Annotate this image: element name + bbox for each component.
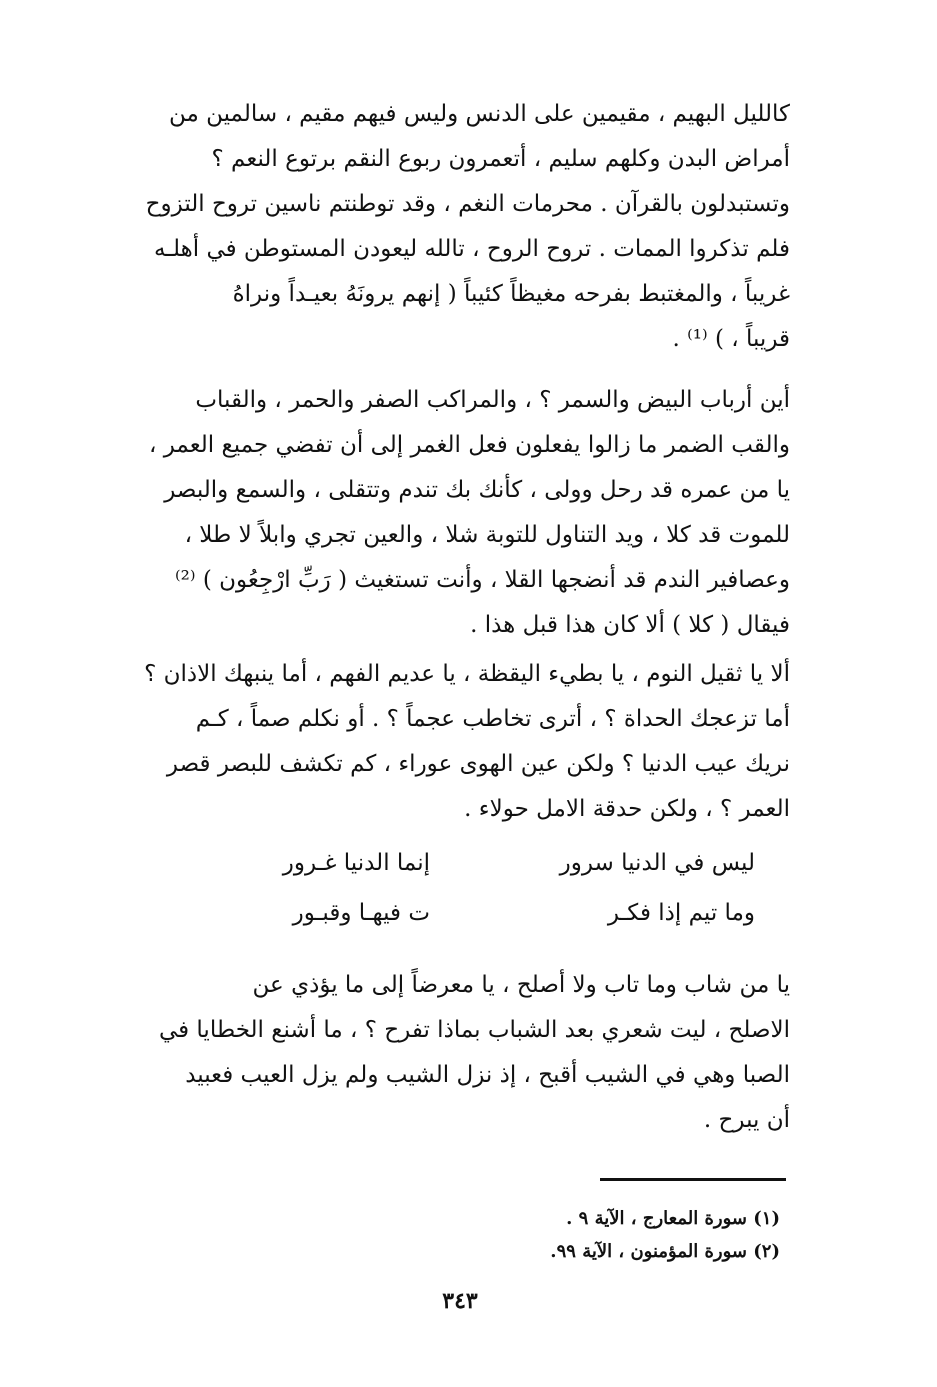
footnotes [460, 1202, 780, 1268]
text-line: نريك عيب الدنيا ؟ ولكن عين الهوى عوراء ، كم تكشف للبصر قصر [166, 751, 790, 777]
text-line: ألا يا ثقيل النوم ، يا بطيء اليقظة ، يا عديم الفهم ، أما ينبهك الاذان ؟ [144, 661, 790, 687]
poem-second-hemistich: ت فيهـا وقبـور [292, 900, 430, 926]
footnote-2: (٢) سورة المؤمنون ، الآية ٩٩. [550, 1241, 780, 1262]
footnote-divider [600, 1178, 786, 1181]
text-line: الصبا وهي في الشيب أقبح ، إذ نزل الشيب ولم يزل العيب فعبيد [185, 1062, 790, 1088]
paragraph-3 [140, 652, 790, 832]
text-line: يا من شاب وما تاب ولا أصلح ، يا معرضاً إلى ما يؤذي عن [252, 972, 790, 998]
text-line: فيقال ( كلا ) ألا كان هذا قبل هذا . [470, 612, 790, 638]
text-line: أما تزعجك الحداة ؟ ، أترى تخاطب عجماً ؟ . أو نكلم صماً ، كـم [195, 706, 790, 732]
text-line: يا من عمره قد رحل وولى ، كأنك بك تندم وتتقلى ، والسمع والبصر [164, 477, 790, 503]
text-line: وتستبدلون بالقرآن . محرمات النغم ، وقد توطنتم ناسين تروح التزوح [145, 191, 790, 217]
text-line: العمر ؟ ، ولكن حدقة الامل حولاء . [464, 796, 790, 822]
text-line: وعصافير الندم قد أنضجها القلا ، وأنت تستغيث ( رَبِّ ارْجِعُون ) ⁽²⁾ [174, 567, 790, 593]
text-line: أمراض البدن وكلهم سليم ، أتعمرون ربوع النقم برتوع النعم ؟ [211, 146, 790, 172]
poem-second-hemistich: إنما الدنيا غـرور [282, 850, 430, 876]
poem-verses [180, 838, 755, 938]
text-line: كالليل البهيم ، مقيمين على الدنس وليس فيهم مقيم ، سالمين من [168, 101, 790, 127]
text-line: غريباً ، والمغتبط بفرحه مغيظاً كئيباً ( إنهم يرونَهُ بعيـداً ونراهُ [232, 281, 790, 307]
page-number: ٣٤٣ [442, 1288, 478, 1314]
poem-verse [180, 838, 755, 888]
paragraph-4 [140, 963, 790, 1143]
text-line: الاصلح ، ليت شعري بعد الشباب بماذا تفرح ؟ ، ما أشنع الخطايا في [158, 1017, 790, 1043]
text-line: فلم تذكروا الممات . تروح الروح ، تالله ليعودن المستوطن في أهلـه [153, 236, 790, 262]
poem-first-hemistich: وما تيم إذا فكـر [607, 900, 755, 926]
paragraph-2 [140, 378, 790, 648]
text-line: أن يبرح . [703, 1107, 790, 1133]
text-line: والقب الضمر ما زالوا يفعلون فعل الغمر إلى أن تفضي جميع العمر ، [148, 432, 790, 458]
paragraph-1 [140, 92, 790, 362]
footnote-1: (١) سورة المعارج ، الآية ٩ . [566, 1208, 780, 1229]
text-line: قريباً ، ) ⁽¹⁾ . [672, 326, 790, 352]
text-line: للموت قد كلا ، ويد التناول للتوبة شلا ، والعين تجري وابلاً لا طلا ، [184, 522, 790, 548]
poem-first-hemistich: ليس في الدنيا سرور [559, 850, 755, 876]
text-line: أين أرباب البيض والسمر ؟ ، والمراكب الصفر والحمر ، والقباب [195, 387, 790, 413]
poem-verse [180, 888, 755, 938]
